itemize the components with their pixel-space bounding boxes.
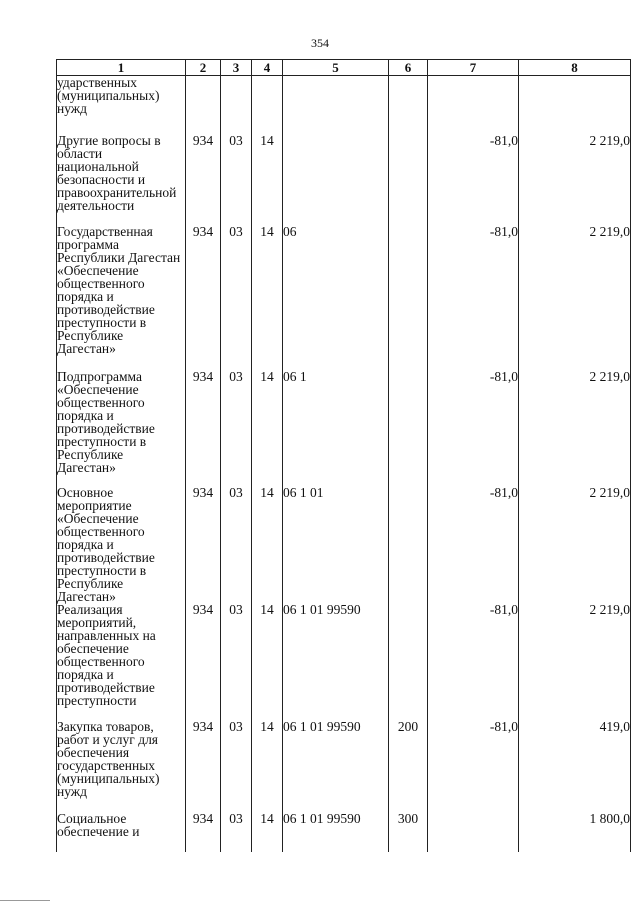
table-row	[57, 134, 631, 225]
target-article-code-cell	[283, 76, 389, 134]
grbs-code-cell: 934	[186, 134, 221, 225]
target-article-code-cell: 06	[283, 225, 389, 370]
expense-type-code-cell	[389, 225, 428, 370]
change-amount-cell: -81,0	[428, 134, 519, 225]
subsection-code-cell: 14	[252, 812, 283, 852]
total-amount-cell: 2 219,0	[519, 225, 631, 370]
total-amount-cell	[519, 76, 631, 134]
table-row	[57, 370, 631, 486]
col-header-1: 1	[57, 60, 186, 76]
col-header-5: 5	[283, 60, 389, 76]
change-amount-cell: -81,0	[428, 720, 519, 812]
change-amount-cell: -81,0	[428, 603, 519, 720]
item-name-cell: ударственных (муниципальных) нужд	[57, 76, 186, 134]
change-amount-cell	[428, 812, 519, 852]
target-article-code-cell: 06 1	[283, 370, 389, 486]
grbs-code-cell: 934	[186, 225, 221, 370]
footnote-divider	[0, 900, 50, 901]
item-name-cell: Реализация мероприятий, направленных на обеспечение общественного порядка и противодействие преступности	[57, 603, 186, 720]
total-amount-cell: 2 219,0	[519, 134, 631, 225]
subsection-code-cell: 14	[252, 370, 283, 486]
expense-type-code-cell	[389, 134, 428, 225]
target-article-code-cell	[283, 134, 389, 225]
col-header-3: 3	[221, 60, 252, 76]
budget-table	[56, 59, 631, 852]
expense-type-code-cell	[389, 370, 428, 486]
grbs-code-cell	[186, 76, 221, 134]
change-amount-cell: -81,0	[428, 486, 519, 603]
target-article-code-cell: 06 1 01	[283, 486, 389, 603]
subsection-code-cell: 14	[252, 720, 283, 812]
table-row	[57, 720, 631, 812]
item-name-cell: Основное мероприятие «Обеспечение общественного порядка и противодействие преступности в Республике Дагестан»	[57, 486, 186, 603]
section-code-cell	[221, 76, 252, 134]
page-number: 354	[311, 36, 329, 50]
change-amount-cell: -81,0	[428, 225, 519, 370]
change-amount-cell	[428, 76, 519, 134]
grbs-code-cell: 934	[186, 812, 221, 852]
item-name-cell: Государственная программа Республики Дагестан «Обеспечение общественного порядка и противодействие преступности в Республике Дагестан»	[57, 225, 186, 370]
item-name-cell: Подпрограмма «Обеспечение общественного порядка и противодействие преступности в Республике Дагестан»	[57, 370, 186, 486]
subsection-code-cell: 14	[252, 225, 283, 370]
subsection-code-cell: 14	[252, 603, 283, 720]
grbs-code-cell: 934	[186, 720, 221, 812]
table-row	[57, 486, 631, 603]
table-row	[57, 603, 631, 720]
expense-type-code-cell: 300	[389, 812, 428, 852]
col-header-2: 2	[186, 60, 221, 76]
table-row	[57, 812, 631, 852]
col-header-6: 6	[389, 60, 428, 76]
item-name-cell: Другие вопросы в области национальной безопасности и правоохранительной деятельности	[57, 134, 186, 225]
section-code-cell: 03	[221, 225, 252, 370]
header-row	[57, 60, 631, 76]
expense-type-code-cell	[389, 76, 428, 134]
total-amount-cell: 2 219,0	[519, 370, 631, 486]
section-code-cell: 03	[221, 812, 252, 852]
grbs-code-cell: 934	[186, 370, 221, 486]
col-header-4: 4	[252, 60, 283, 76]
col-header-8: 8	[519, 60, 631, 76]
expense-type-code-cell: 200	[389, 720, 428, 812]
table-row	[57, 76, 631, 134]
section-code-cell: 03	[221, 603, 252, 720]
total-amount-cell: 2 219,0	[519, 603, 631, 720]
total-amount-cell: 1 800,0	[519, 812, 631, 852]
grbs-code-cell: 934	[186, 486, 221, 603]
section-code-cell: 03	[221, 720, 252, 812]
item-name-cell: Закупка товаров, работ и услуг для обеспечения государственных (муниципальных) нужд	[57, 720, 186, 812]
col-header-7: 7	[428, 60, 519, 76]
subsection-code-cell: 14	[252, 486, 283, 603]
subsection-code-cell	[252, 76, 283, 134]
section-code-cell: 03	[221, 134, 252, 225]
total-amount-cell: 419,0	[519, 720, 631, 812]
expense-type-code-cell	[389, 603, 428, 720]
expense-type-code-cell	[389, 486, 428, 603]
target-article-code-cell: 06 1 01 99590	[283, 603, 389, 720]
change-amount-cell: -81,0	[428, 370, 519, 486]
subsection-code-cell: 14	[252, 134, 283, 225]
target-article-code-cell: 06 1 01 99590	[283, 812, 389, 852]
total-amount-cell: 2 219,0	[519, 486, 631, 603]
section-code-cell: 03	[221, 486, 252, 603]
item-name-cell: Социальное обеспечение и	[57, 812, 186, 852]
section-code-cell: 03	[221, 370, 252, 486]
table-row	[57, 225, 631, 370]
grbs-code-cell: 934	[186, 603, 221, 720]
target-article-code-cell: 06 1 01 99590	[283, 720, 389, 812]
